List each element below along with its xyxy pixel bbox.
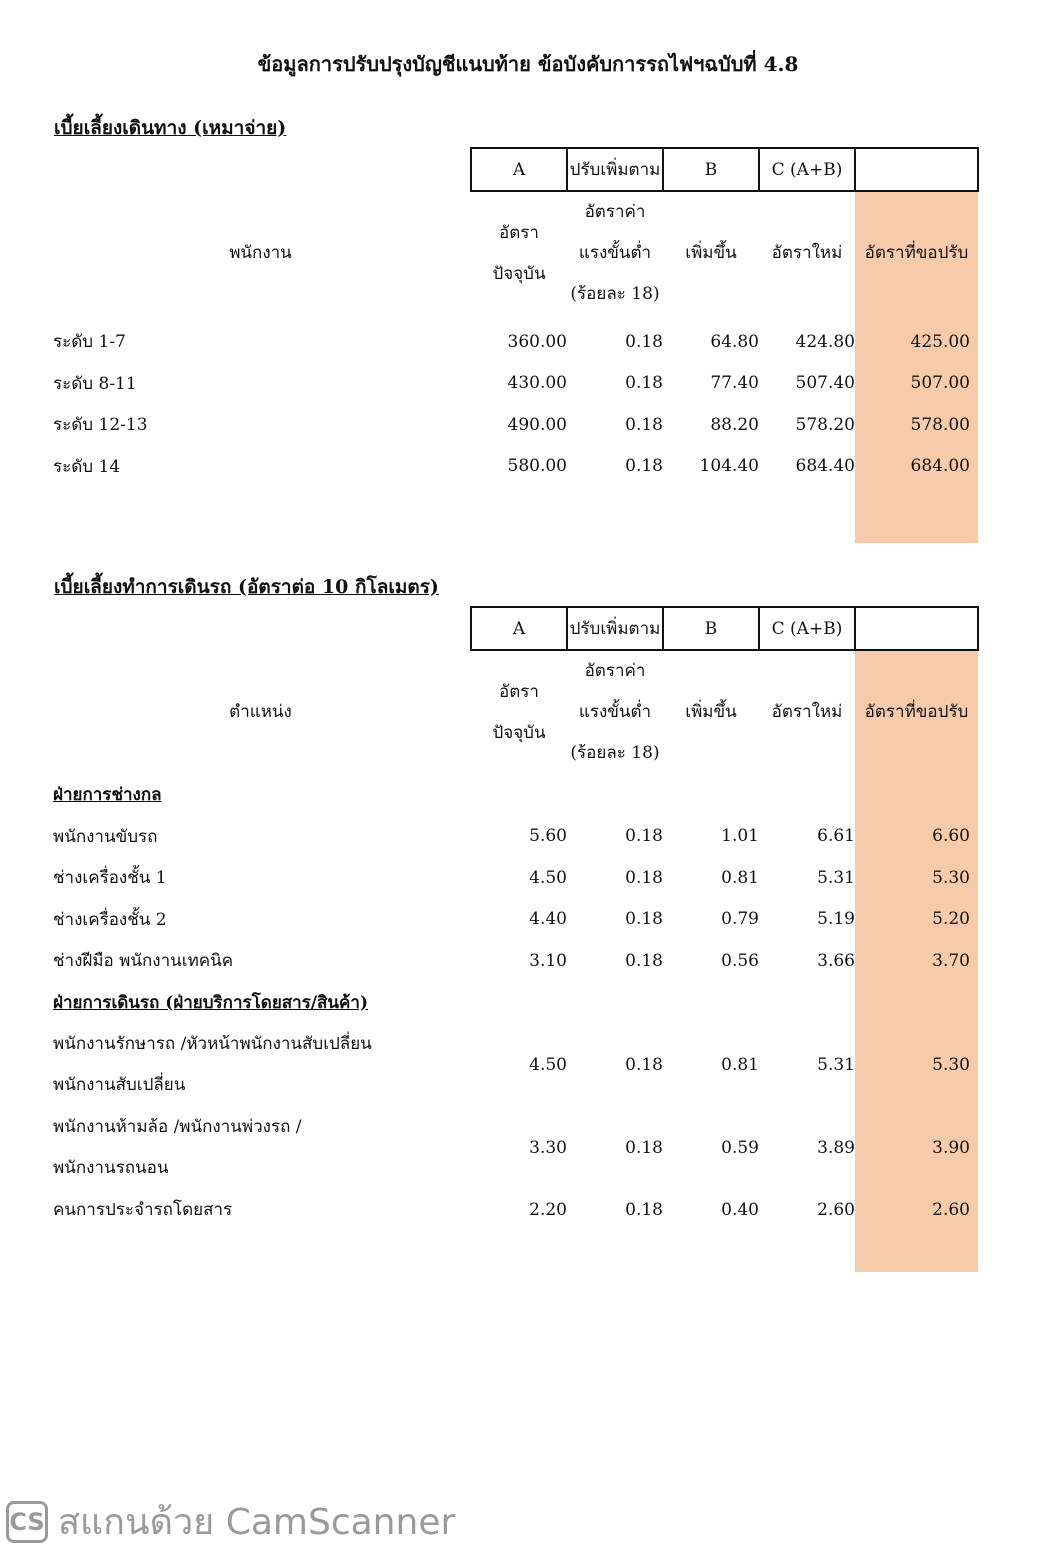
watermark-text: สแกนด้วย CamScanner [58, 1502, 456, 1543]
section-heading-travel-allowance: เบี้ยเลี้ยงเดินทาง (เหมาจ่าย) [54, 117, 287, 139]
table-row: ระดับ 8-11 430.00 0.18 77.40 507.40 507.00 [50, 363, 978, 405]
camscanner-logo-icon: CS [6, 1501, 48, 1543]
col-code-c: C (A+B) [759, 148, 855, 191]
table-row: พนักงานห้ามล้อ /พนักงานพ่วงรถ / พนักงานรถนอน 3.30 0.18 0.59 3.89 3.90 [50, 1106, 978, 1189]
page-title: ข้อมูลการปรับปรุงบัญชีแนบท้าย ข้อบังคับการรถไฟฯฉบับที่ 4.8 [257, 52, 799, 76]
col-code-b: B [663, 148, 759, 191]
col-code-b: B [663, 607, 759, 650]
header-min-wage-rate: อัตราค่า แรงขั้นต่ำ (ร้อยละ 18) [570, 661, 660, 763]
table-row: ระดับ 1-7 360.00 0.18 64.80 424.80 425.00 [50, 315, 978, 363]
train-operation-allowance-table [50, 606, 979, 1272]
table-row: ระดับ 14 580.00 0.18 104.40 684.40 684.00 [50, 446, 978, 488]
table-row-empty [50, 487, 978, 543]
camscanner-watermark [6, 1493, 455, 1550]
section-heading-train-operation-allowance: เบี้ยเลี้ยงทำการเดินรถ (อัตราต่อ 10 กิโลเมตร) [54, 576, 439, 598]
group-row-mechanical: ฝ่ายการช่างกล [50, 774, 978, 816]
table-row-empty [50, 1231, 978, 1273]
table-row: ช่างเครื่องชั้น 2 4.40 0.18 0.79 5.19 5.20 [50, 899, 978, 941]
header-current-rate: อัตรา ปัจจุบัน [492, 222, 546, 284]
travel-allowance-table [50, 147, 979, 543]
table-row: ช่างเครื่องชั้น 1 4.50 0.18 0.81 5.31 5.30 [50, 857, 978, 899]
header-increase: เพิ่มขึ้น [685, 243, 737, 263]
header-increase: เพิ่มขึ้น [685, 702, 737, 722]
table-row: พนักงานขับรถ 5.60 0.18 1.01 6.61 6.60 [50, 816, 978, 858]
header-requested-rate: อัตราที่ขอปรับ [855, 191, 978, 315]
header-min-wage-rate: อัตราค่า แรงขั้นต่ำ (ร้อยละ 18) [570, 202, 660, 304]
group-row-operations: ฝ่ายการเดินรถ (ฝ่ายบริการโดยสาร/สินค้า) [50, 982, 978, 1024]
header-requested-rate: อัตราที่ขอปรับ [855, 650, 978, 774]
table-row: คนการประจำรถโดยสาร 2.20 0.18 0.40 2.60 2.60 [50, 1189, 978, 1231]
header-position: ตำแหน่ง [229, 701, 292, 722]
header-new-rate: อัตราใหม่ [771, 243, 843, 263]
col-code-adjust: ปรับเพิ่มตาม [567, 148, 663, 191]
table-row: พนักงานรักษารถ /หัวหน้าพนักงานสับเปลี่ยน พนักงานสับเปลี่ยน 4.50 0.18 0.81 5.31 5.30 [50, 1023, 978, 1106]
table-row: ระดับ 12-13 490.00 0.18 88.20 578.20 578.00 [50, 404, 978, 446]
header-current-rate: อัตรา ปัจจุบัน [492, 681, 546, 743]
header-new-rate: อัตราใหม่ [771, 702, 843, 722]
col-code-c: C (A+B) [759, 607, 855, 650]
col-code-a: A [471, 148, 567, 191]
table-row: ช่างฝีมือ พนักงานเทคนิค 3.10 0.18 0.56 3.66 3.70 [50, 940, 978, 982]
col-code-a: A [471, 607, 567, 650]
header-employee: พนักงาน [229, 242, 292, 263]
col-code-adjust: ปรับเพิ่มตาม [567, 607, 663, 650]
